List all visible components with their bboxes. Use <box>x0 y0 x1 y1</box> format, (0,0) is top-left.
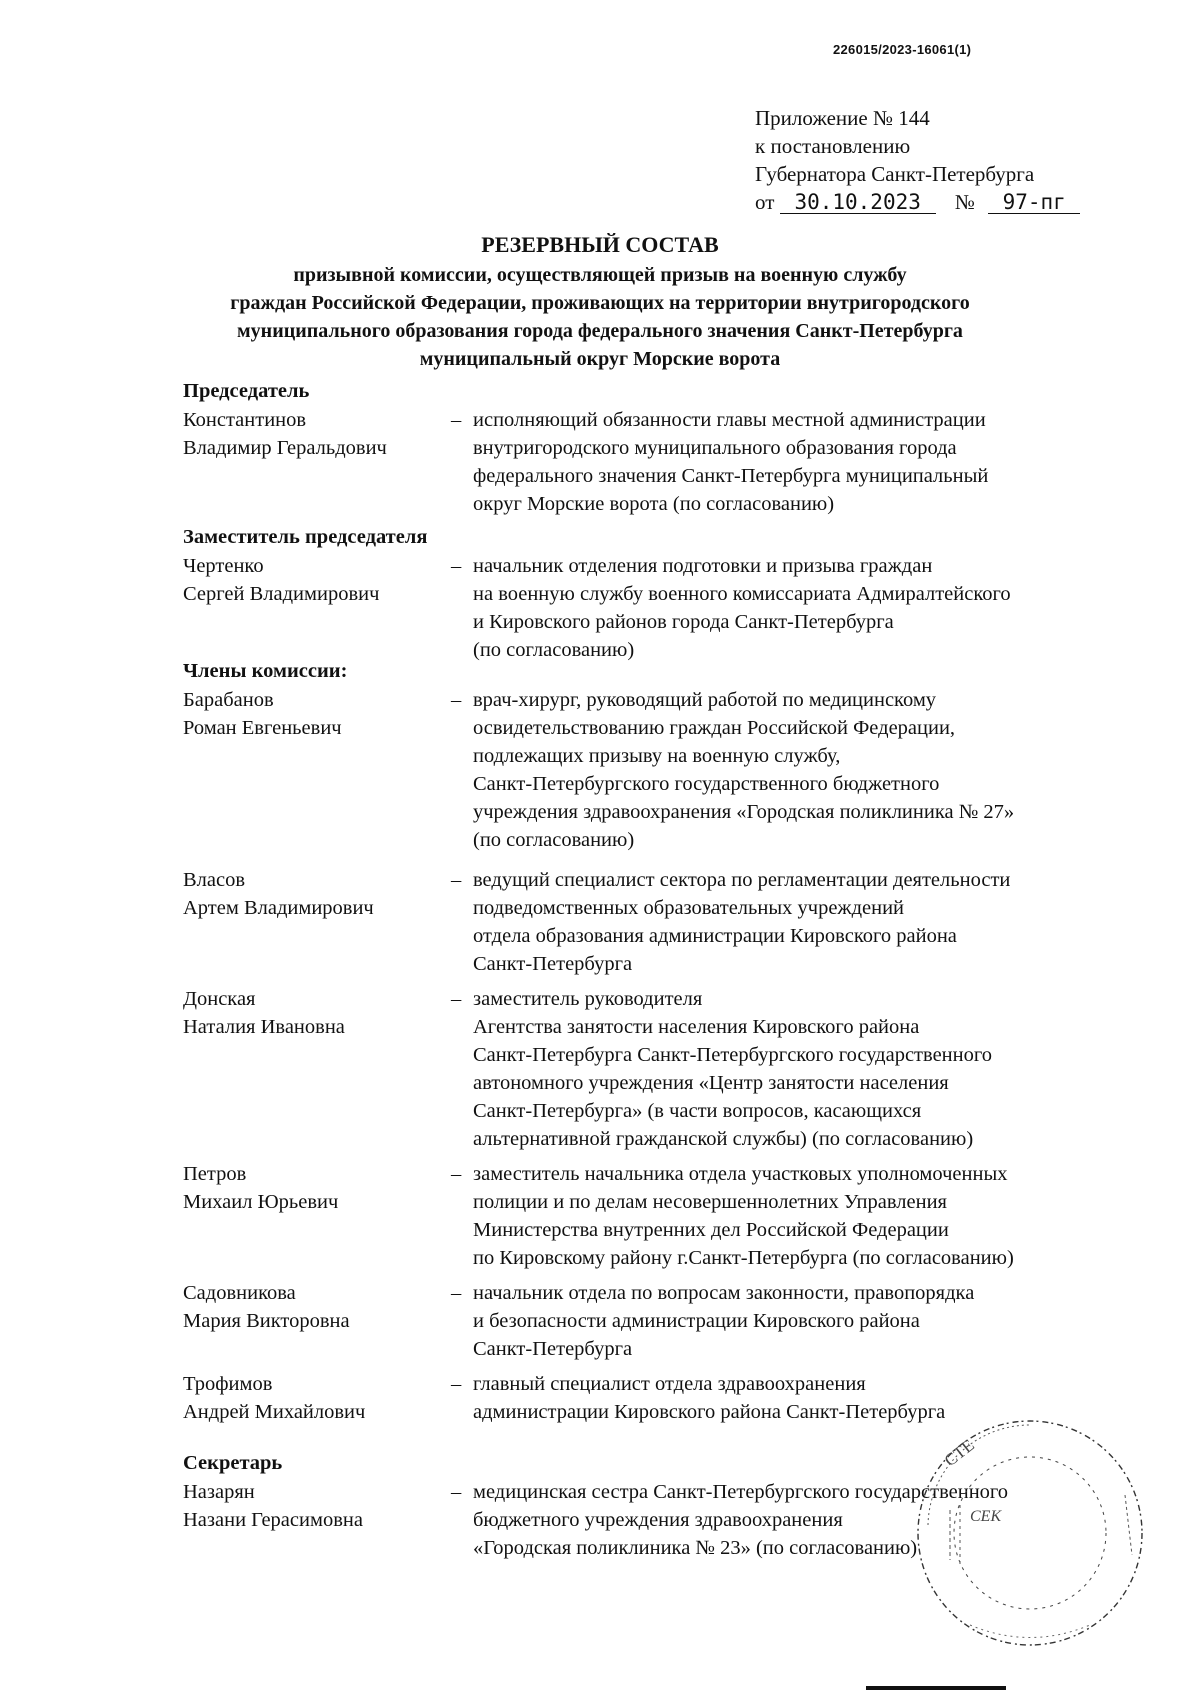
surname: Садовникова <box>183 1282 296 1304</box>
member-name <box>183 686 342 742</box>
position-line: округ Морские ворота (по согласованию) <box>473 493 835 515</box>
given-names: Михаил Юрьевич <box>183 1191 339 1213</box>
member-position <box>473 552 1011 664</box>
member-position <box>473 686 1014 854</box>
member-position <box>473 1370 945 1426</box>
member-name <box>183 1160 338 1216</box>
position-line: главный специалист отдела здравоохранения <box>473 1373 866 1395</box>
surname: Донская <box>183 988 256 1010</box>
subtitle-line: призывной комиссии, осуществляющей призыв на военную службу <box>293 264 907 286</box>
surname: Барабанов <box>183 689 274 711</box>
appendix-resolution: к постановлению <box>755 134 911 158</box>
position-line: Санкт-Петербурга» (в части вопросов, касающихся <box>473 1100 922 1122</box>
surname: Чертенко <box>183 555 264 577</box>
given-names: Наталия Ивановна <box>183 1016 345 1038</box>
position-line: подлежащих призыву на военную службу, <box>473 745 841 767</box>
position-line: Министерства внутренних дел Российской Федерации <box>473 1219 949 1241</box>
section-secretary: Секретарь <box>183 1452 283 1474</box>
surname: Константинов <box>183 409 307 431</box>
resolution-number: 97-пг <box>988 191 1080 214</box>
dash: – <box>451 869 462 891</box>
dash: – <box>451 1373 462 1395</box>
position-line: по Кировскому району г.Санкт-Петербурга (по согласованию) <box>473 1247 1014 1269</box>
given-names: Роман Евгеньевич <box>183 717 342 739</box>
member-position <box>473 406 988 518</box>
position-line: медицинская сестра Санкт-Петербургского государственного <box>473 1481 1009 1503</box>
document-subtitle <box>150 261 1050 373</box>
dash: – <box>451 1481 462 1503</box>
stamp-mark <box>1125 1495 1132 1555</box>
document-id: 226015/2023-16061(1) <box>833 42 972 57</box>
position-line: заместитель начальника отдела участковых уполномоченных <box>473 1163 1008 1185</box>
stamp-inner-ring <box>954 1457 1106 1609</box>
section-chairman: Председатель <box>183 380 310 402</box>
subtitle-line: муниципального образования города федерального значения Санкт-Петербурга <box>237 320 963 342</box>
position-line: альтернативной гражданской службы) (по согласованию) <box>473 1128 974 1150</box>
position-line: освидетельствованию граждан Российской Федерации, <box>473 717 956 739</box>
stamp-center-text: СЕК <box>970 1508 1002 1525</box>
section-deputy: Заместитель председателя <box>183 526 428 548</box>
position-line: Санкт-Петербурга Санкт-Петербургского государственного <box>473 1044 993 1066</box>
section-members: Члены комиссии: <box>183 660 348 682</box>
position-line: исполняющий обязанности главы местной администрации <box>473 409 986 431</box>
position-line: Агентства занятости населения Кировского района <box>473 1016 920 1038</box>
member-name <box>183 985 345 1041</box>
position-line: Санкт-Петербургского государственного бюджетного <box>473 773 940 795</box>
given-names: Сергей Владимирович <box>183 583 380 605</box>
number-label: № <box>954 190 975 214</box>
surname: Власов <box>183 869 246 891</box>
member-name <box>183 1478 363 1534</box>
position-line: врач-хирург, руководящий работой по медицинскому <box>473 689 937 711</box>
member-name <box>183 866 374 922</box>
official-stamp <box>910 1405 1150 1665</box>
position-line: заместитель руководителя <box>473 988 703 1010</box>
given-names: Назани Герасимовна <box>183 1509 363 1531</box>
dash: – <box>451 1282 462 1304</box>
position-line: отдела образования администрации Кировского района <box>473 925 957 947</box>
position-line: и безопасности администрации Кировского района <box>473 1310 920 1332</box>
position-line: администрации Кировского района Санкт-Петербурга <box>473 1401 946 1423</box>
resolution-date: 30.10.2023 <box>780 191 936 214</box>
position-line: «Городская поликлиника № 23» (по согласованию) <box>473 1537 918 1559</box>
subtitle-line: граждан Российской Федерации, проживающих на территории внутригородского <box>230 292 970 314</box>
bottom-edge-mark <box>866 1686 1006 1690</box>
given-names: Артем Владимирович <box>183 897 374 919</box>
subtitle-line: муниципальный округ Морские ворота <box>419 348 781 370</box>
position-line: автономного учреждения «Центр занятости населения <box>473 1072 949 1094</box>
stamp-arc-text: СТЕ <box>940 1435 978 1471</box>
surname: Петров <box>183 1163 247 1185</box>
dash: – <box>451 1163 462 1185</box>
stamp-bottom-arc <box>970 1625 1090 1638</box>
member-position <box>473 1160 1014 1272</box>
member-name <box>183 1370 365 1426</box>
position-line: Санкт-Петербурга <box>473 1338 633 1360</box>
surname: Назарян <box>183 1481 255 1503</box>
position-line: начальник отдела по вопросам законности, правопорядка <box>473 1282 975 1304</box>
document-title: РЕЗЕРВНЫЙ СОСТАВ <box>481 232 719 257</box>
position-line: учреждения здравоохранения «Городская поликлиника № 27» <box>473 801 1015 823</box>
position-line: на военную службу военного комиссариата Адмиралтейского <box>473 583 1011 605</box>
appendix-date-line <box>755 188 1080 216</box>
given-names: Мария Викторовна <box>183 1310 350 1332</box>
dash: – <box>451 988 462 1010</box>
position-line: (по согласованию) <box>473 639 635 661</box>
position-line: подведомственных образовательных учреждений <box>473 897 905 919</box>
member-position <box>473 985 992 1153</box>
position-line: и Кировского районов города Санкт-Петербурга <box>473 611 894 633</box>
dash: – <box>451 689 462 711</box>
position-line: ведущий специалист сектора по регламентации деятельности <box>473 869 1011 891</box>
position-line: (по согласованию) <box>473 829 635 851</box>
position-line: Санкт-Петербурга <box>473 953 633 975</box>
position-line: полиции и по делам несовершеннолетних Управления <box>473 1191 947 1213</box>
dash: – <box>451 409 462 431</box>
surname: Трофимов <box>183 1373 273 1395</box>
date-from-label: от <box>755 190 775 214</box>
position-line: внутригородского муниципального образования города <box>473 437 957 459</box>
member-position <box>473 1279 974 1363</box>
given-names: Андрей Михайлович <box>183 1401 366 1423</box>
member-name <box>183 1279 350 1335</box>
dash: – <box>451 555 462 577</box>
appendix-number: Приложение № 144 <box>755 106 930 130</box>
member-position <box>473 866 1010 978</box>
position-line: начальник отделения подготовки и призыва граждан <box>473 555 933 577</box>
position-line: федерального значения Санкт-Петербурга муниципальный <box>473 465 989 487</box>
given-names: Владимир Геральдович <box>183 437 387 459</box>
member-name <box>183 552 379 608</box>
appendix-governor: Губернатора Санкт-Петербурга <box>755 162 1035 186</box>
appendix-block <box>755 104 1080 216</box>
position-line: бюджетного учреждения здравоохранения <box>473 1509 843 1531</box>
member-name <box>183 406 387 462</box>
